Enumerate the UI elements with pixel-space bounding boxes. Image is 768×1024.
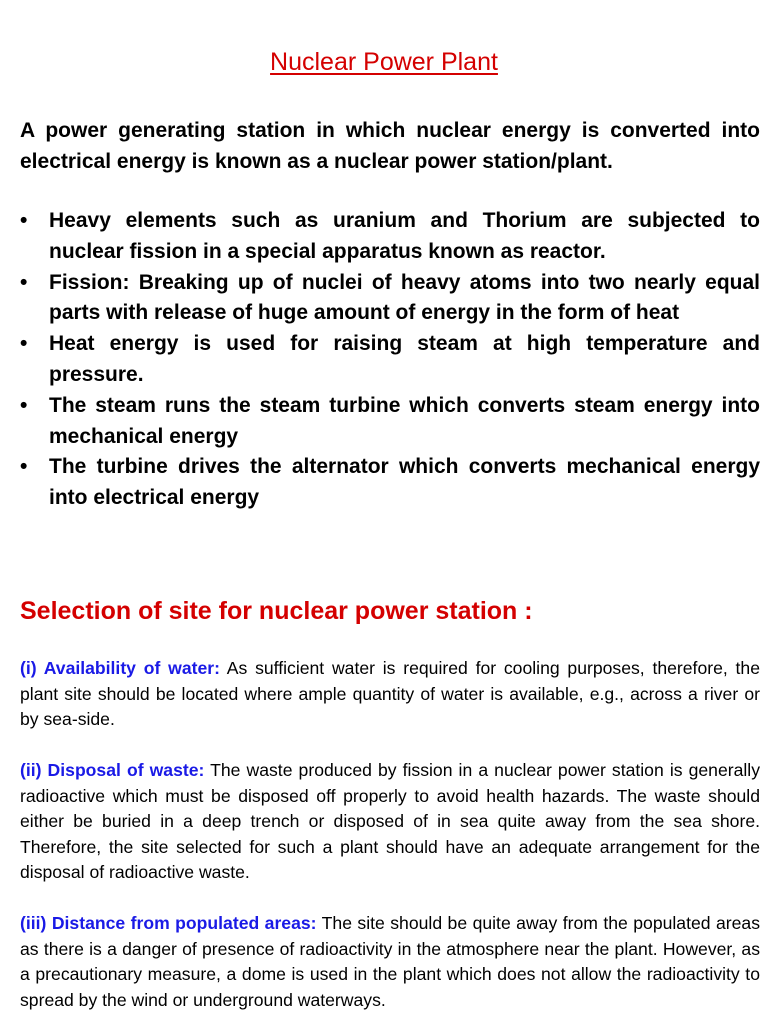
- criterion-label: (iii) Distance from populated areas:: [20, 913, 317, 933]
- criterion-water: [20, 656, 760, 733]
- bullet-marker-icon: •: [20, 393, 28, 417]
- criterion-distance: [20, 911, 760, 1013]
- bullet-marker-icon: •: [20, 332, 28, 356]
- bullet-text: The steam runs the steam turbine which converts steam energy into mechanical energy: [49, 393, 760, 448]
- bullet-text: Fission: Breaking up of nuclei of heavy atoms into two nearly equal parts with release of huge amount of energy in the form of heat: [49, 270, 760, 325]
- bullet-item: [20, 206, 760, 268]
- bullet-item: [20, 268, 760, 330]
- bullet-text: Heavy elements such as uranium and Thorium are subjected to nuclear fission in a special apparatus known as reactor.: [49, 209, 760, 263]
- page-title: Nuclear Power Plant: [270, 48, 498, 76]
- bullet-text: The turbine drives the alternator which converts mechanical energy into electrical energy: [49, 455, 760, 510]
- criterion-label: (i) Availability of water:: [20, 658, 220, 678]
- bullet-text: Heat energy is used for raising steam at high temperature and pressure.: [49, 332, 760, 386]
- bullet-marker-icon: •: [20, 270, 28, 294]
- criterion-waste: [20, 758, 760, 886]
- bullet-marker-icon: •: [20, 209, 28, 232]
- bullet-item: [20, 391, 760, 453]
- section-heading: Selection of site for nuclear power station :: [20, 597, 533, 625]
- criterion-label: (ii) Disposal of waste:: [20, 760, 205, 780]
- bullet-marker-icon: •: [20, 455, 28, 479]
- criterion-text: The waste produced by fission in a nuclear power station is generally radioactive which must be disposed off properly to avoid health hazards. The waste should either be buried in a deep trench or disposed of in sea quite away from the sea shore. Therefore, the site selected for such a plant should have an adequate arrangement for the disposal of radioactive waste.: [20, 760, 760, 882]
- intro-paragraph: A power generating station in which nuclear energy is converted into electrical energy is known as a nuclear power station/plant.: [20, 119, 760, 173]
- criterion-text: The site should be quite away from the populated areas as there is a danger of presence of radioactivity in the atmosphere near the plant. However, as a precautionary measure, a dome is used in the plant which does not allow the radioactivity to spread by the wind or underground waterways.: [20, 913, 760, 1010]
- criterion-text: As sufficient water is required for cooling purposes, therefore, the plant site should be located where ample quantity of water is available, e.g., across a river or by sea-side.: [20, 658, 760, 729]
- bullet-item: [20, 329, 760, 391]
- bullet-list: [20, 206, 760, 514]
- bullet-item: [20, 452, 760, 514]
